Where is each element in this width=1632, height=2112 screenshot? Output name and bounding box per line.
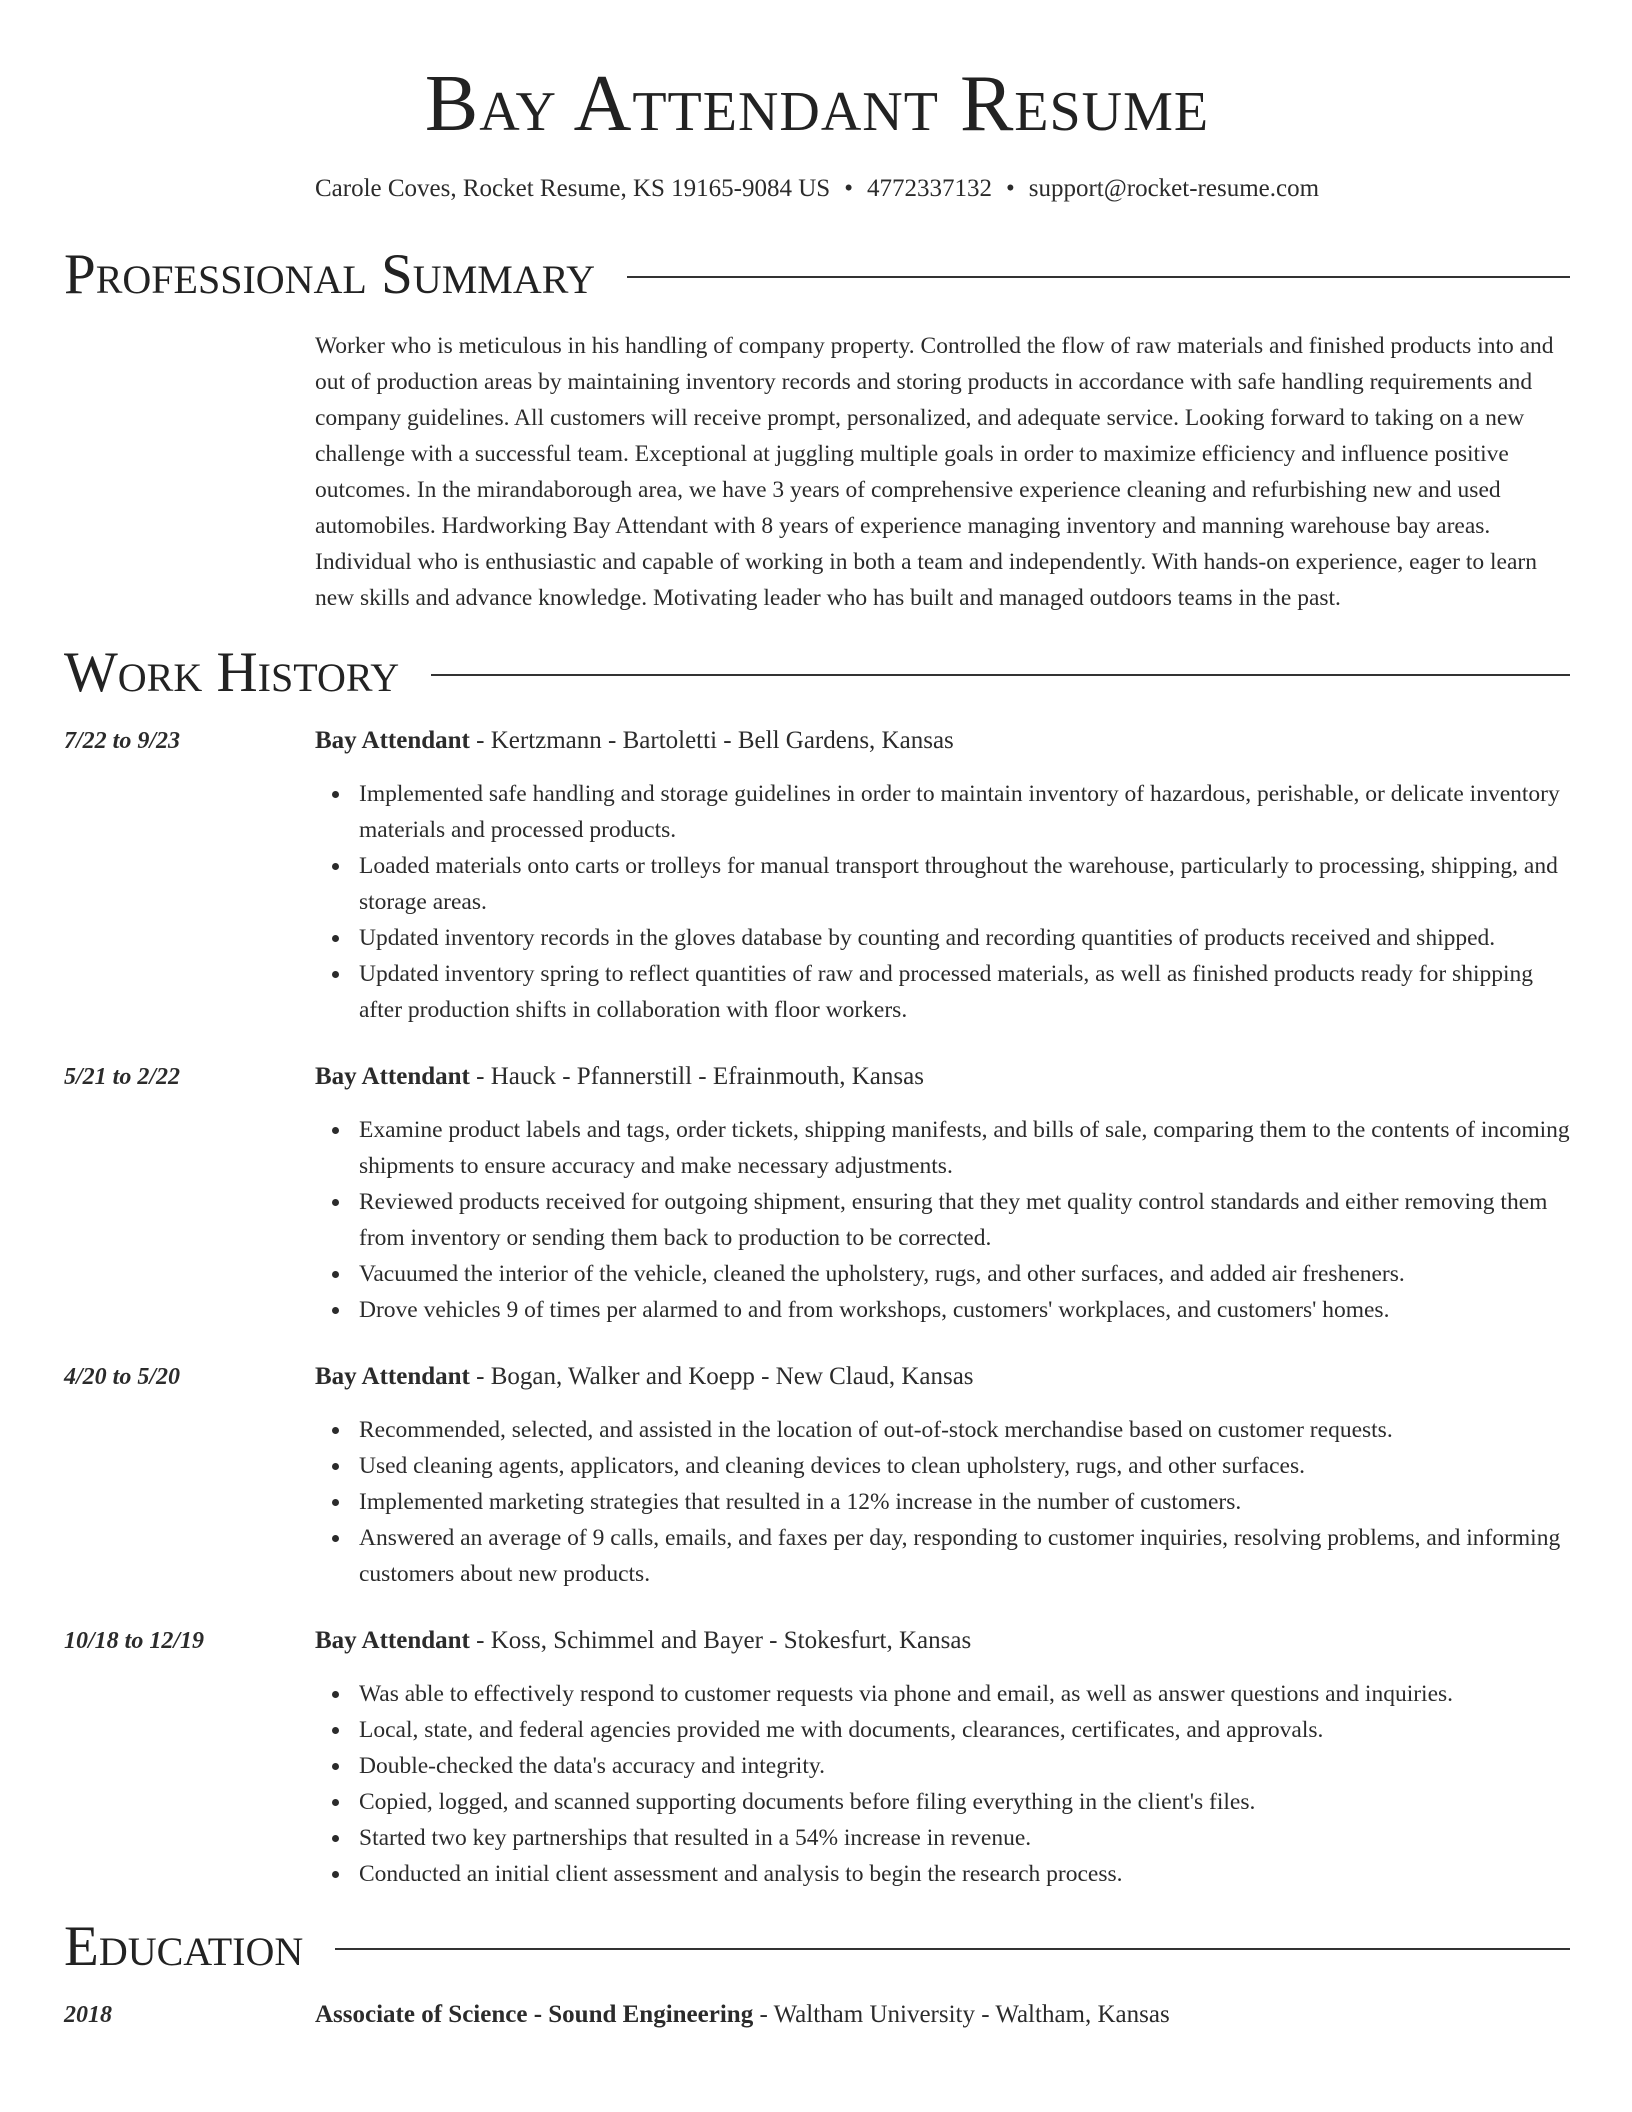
job-date: 7/22 to 9/23 xyxy=(64,728,181,754)
resume-title: Bay Attendant Resume xyxy=(424,60,1210,148)
education-body xyxy=(315,1998,1570,2032)
section-divider xyxy=(627,276,1570,278)
job-bullet: Drove vehicles 9 of times per alarmed to and from workshops, customers' workplaces, and customers' homes. xyxy=(315,1292,1570,1328)
job-bullet: Updated inventory records in the gloves database by counting and recording quantities of products received and shipped. xyxy=(315,920,1570,956)
job-date: 5/21 to 2/22 xyxy=(64,1064,181,1090)
job-bullets xyxy=(315,1112,1570,1328)
job-title: Bay Attendant xyxy=(315,1363,470,1390)
job-headline xyxy=(315,1624,1570,1658)
job-details: - Hauck - Pfannerstill - Efrainmouth, Kansas xyxy=(469,1063,924,1090)
section-divider xyxy=(431,674,1570,676)
job-entry xyxy=(64,1360,1570,1592)
job-bullets xyxy=(315,776,1570,1028)
education-heading: Education xyxy=(64,1915,304,1978)
job-bullet: Examine product labels and tags, order tickets, shipping manifests, and bills of sale, comparing them to the contents of incoming shipments to ensure accuracy and make necessary adjustments. xyxy=(315,1112,1570,1184)
job-headline xyxy=(315,724,1570,758)
job-title: Bay Attendant xyxy=(315,727,470,754)
job-entry xyxy=(64,1060,1570,1328)
job-bullet: Implemented safe handling and storage guidelines in order to maintain inventory of hazardous, perishable, or delicate inventory materials and processed products. xyxy=(315,776,1570,848)
job-bullet: Vacuumed the interior of the vehicle, cleaned the upholstery, rugs, and other surfaces, and added air fresheners. xyxy=(315,1256,1570,1292)
job-body xyxy=(315,724,1570,1028)
job-body xyxy=(315,1060,1570,1328)
education-section-header xyxy=(64,1916,1570,1978)
contact-line xyxy=(64,174,1570,204)
job-bullet: Answered an average of 9 calls, emails, and faxes per day, responding to customer inquiries, resolving problems, and informing customers about new products. xyxy=(315,1520,1570,1592)
job-bullet: Copied, logged, and scanned supporting documents before filing everything in the client's files. xyxy=(315,1784,1570,1820)
job-date: 4/20 to 5/20 xyxy=(64,1364,181,1390)
job-bullet: Started two key partnerships that resulted in a 54% increase in revenue. xyxy=(315,1820,1570,1856)
job-title: Bay Attendant xyxy=(315,1063,470,1090)
job-bullet: Conducted an initial client assessment and analysis to begin the research process. xyxy=(315,1856,1570,1892)
contact-email[interactable]: support@rocket-resume.com xyxy=(1028,175,1320,202)
job-bullet: Updated inventory spring to reflect quantities of raw and processed materials, as well as finished products ready for shipping after production shifts in collaboration with floor workers. xyxy=(315,956,1570,1028)
job-bullets xyxy=(315,1412,1570,1592)
section-divider xyxy=(335,1948,1570,1950)
education-date: 2018 xyxy=(64,2002,112,2028)
work-heading: Work History xyxy=(64,641,400,704)
contact-separator: • xyxy=(1005,175,1015,202)
job-date: 10/18 to 12/19 xyxy=(64,1628,205,1654)
job-bullet: Double-checked the data's accuracy and integrity. xyxy=(315,1748,1570,1784)
education-entry xyxy=(64,1998,1570,2032)
job-bullet: Loaded materials onto carts or trolleys for manual transport throughout the warehouse, particularly to processing, shipping, and storage areas. xyxy=(315,848,1570,920)
job-bullet: Recommended, selected, and assisted in the location of out-of-stock merchandise based on customer requests. xyxy=(315,1412,1570,1448)
job-headline xyxy=(315,1360,1570,1394)
job-title: Bay Attendant xyxy=(315,1627,470,1654)
job-bullet: Used cleaning agents, applicators, and cleaning devices to clean upholstery, rugs, and other surfaces. xyxy=(315,1448,1570,1484)
job-bullet: Local, state, and federal agencies provided me with documents, clearances, certificates, and approvals. xyxy=(315,1712,1570,1748)
job-details: - Kertzmann - Bartoletti - Bell Gardens, Kansas xyxy=(469,727,954,754)
job-bullets xyxy=(315,1676,1570,1892)
education-degree: Associate of Science - Sound Engineering xyxy=(315,2001,754,2028)
job-bullet: Implemented marketing strategies that resulted in a 12% increase in the number of customers. xyxy=(315,1484,1570,1520)
job-body xyxy=(315,1360,1570,1592)
job-details: - Koss, Schimmel and Bayer - Stokesfurt, Kansas xyxy=(469,1627,972,1654)
summary-section-header xyxy=(64,244,1570,306)
contact-phone: 4772337132 xyxy=(866,175,992,202)
job-details: - Bogan, Walker and Koepp - New Claud, Kansas xyxy=(469,1363,974,1390)
job-bullet: Reviewed products received for outgoing shipment, ensuring that they met quality control standards and either removing them from inventory or sending them back to production to be corrected. xyxy=(315,1184,1570,1256)
job-bullet: Was able to effectively respond to customer requests via phone and email, as well as answer questions and inquiries. xyxy=(315,1676,1570,1712)
job-body xyxy=(315,1624,1570,1892)
job-entry xyxy=(64,1624,1570,1892)
summary-text: Worker who is meticulous in his handling of company property. Controlled the flow of raw materials and finished products into and out of production areas by maintaining inventory records and storing products in accordance with safe handling requirements and company guidelines. All customers will receive prompt, personalized, and adequate service. Looking forward to taking on a new challenge with a successful team. Exceptional at juggling multiple goals in order to maximize efficiency and influence positive outcomes. In the mirandaborough area, we have 3 years of comprehensive experience cleaning and refurbishing new and used automobiles. Hardworking Bay Attendant with 8 years of experience managing inventory and manning warehouse bay areas. Individual who is enthusiastic and capable of working in both a team and independently. With hands-on experience, eager to learn new skills and advance knowledge. Motivating leader who has built and managed outdoors teams in the past. xyxy=(315,333,1554,611)
contact-separator: • xyxy=(844,175,853,202)
education-headline xyxy=(315,1998,1570,2032)
job-entry xyxy=(64,724,1570,1028)
summary-heading: Professional Summary xyxy=(64,243,596,306)
job-headline xyxy=(315,1060,1570,1094)
work-section-header xyxy=(64,642,1570,704)
education-details: - Waltham University - Waltham, Kansas xyxy=(753,2001,1170,2028)
contact-address: Carole Coves, Rocket Resume, KS 19165-9084 US xyxy=(314,175,831,202)
resume-page xyxy=(64,0,1570,2032)
